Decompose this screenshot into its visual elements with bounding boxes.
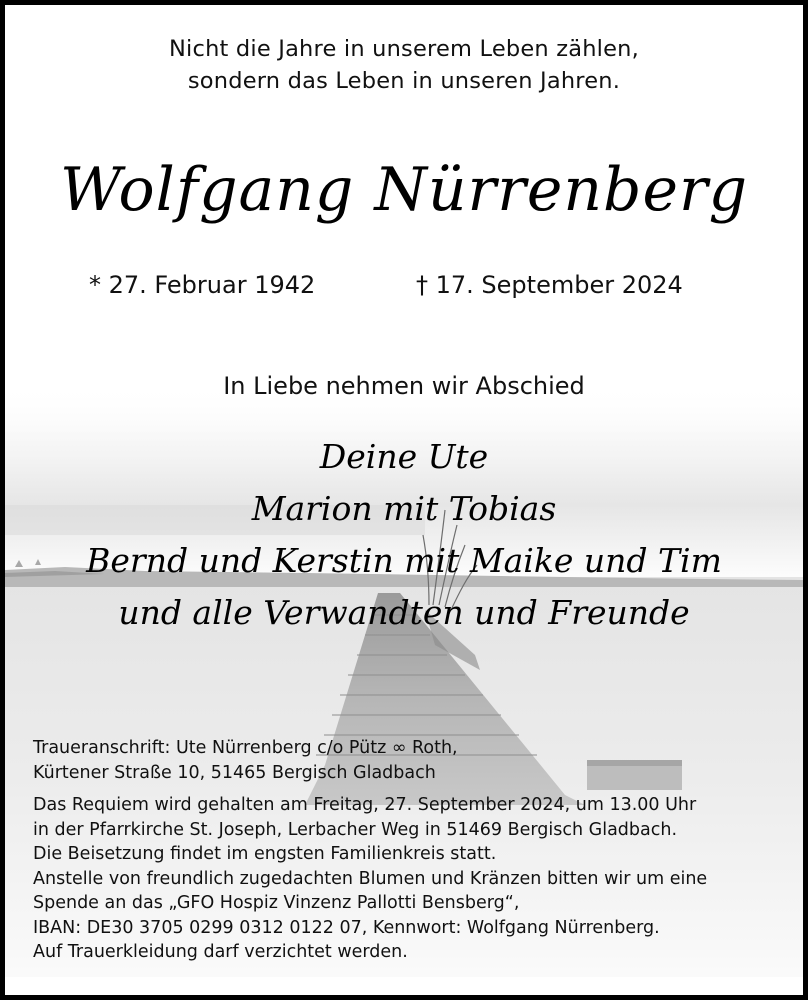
info-line: Auf Trauerkleidung darf verzichtet werden. bbox=[33, 942, 408, 962]
motto-line-1: Nicht die Jahre in unserem Leben zählen, bbox=[169, 36, 639, 62]
mourner-line: Deine Ute bbox=[319, 437, 489, 476]
info-line: Anstelle von freundlich zugedachten Blumen und Kränzen bitten wir um eine bbox=[33, 868, 708, 889]
info-line: Spende an das „GFO Hospiz Vinzenz Pallotti Bensberg“, bbox=[33, 893, 520, 913]
deceased-name: Wolfgang Nürrenberg bbox=[59, 155, 749, 225]
birth-date: * 27. Februar 1942 bbox=[89, 271, 316, 299]
motto-line-2: sondern das Leben in unseren Jahren. bbox=[187, 68, 621, 94]
mourner-line: und alle Verwandten und Freunde bbox=[118, 593, 690, 632]
mourner-line: Marion mit Tobias bbox=[251, 489, 557, 528]
mourner-line: Bernd und Kerstin mit Maike und Tim bbox=[86, 541, 722, 580]
mourning-address-line-2: Kürtener Straße 10, 51465 Bergisch Gladbach bbox=[33, 762, 436, 783]
farewell-line: In Liebe nehmen wir Abschied bbox=[223, 372, 585, 400]
motto bbox=[5, 33, 803, 97]
info-line: IBAN: DE30 3705 0299 0312 0122 07, Kennwort: Wolfgang Nürrenberg. bbox=[33, 917, 660, 938]
death-date: † 17. September 2024 bbox=[416, 271, 683, 299]
info-line: Das Requiem wird gehalten am Freitag, 27. September 2024, um 13.00 Uhr bbox=[33, 795, 697, 815]
mourners-list bbox=[5, 431, 803, 639]
info-line: in der Pfarrkirche St. Joseph, Lerbacher Weg in 51469 Bergisch Gladbach. bbox=[33, 819, 678, 840]
mourning-address-line-1: Traueranschrift: Ute Nürrenberg c/o Pütz ∞ Roth, bbox=[33, 738, 458, 758]
info-line: Die Beisetzung findet im engsten Familienkreis statt. bbox=[33, 844, 497, 864]
funeral-information bbox=[33, 736, 707, 965]
